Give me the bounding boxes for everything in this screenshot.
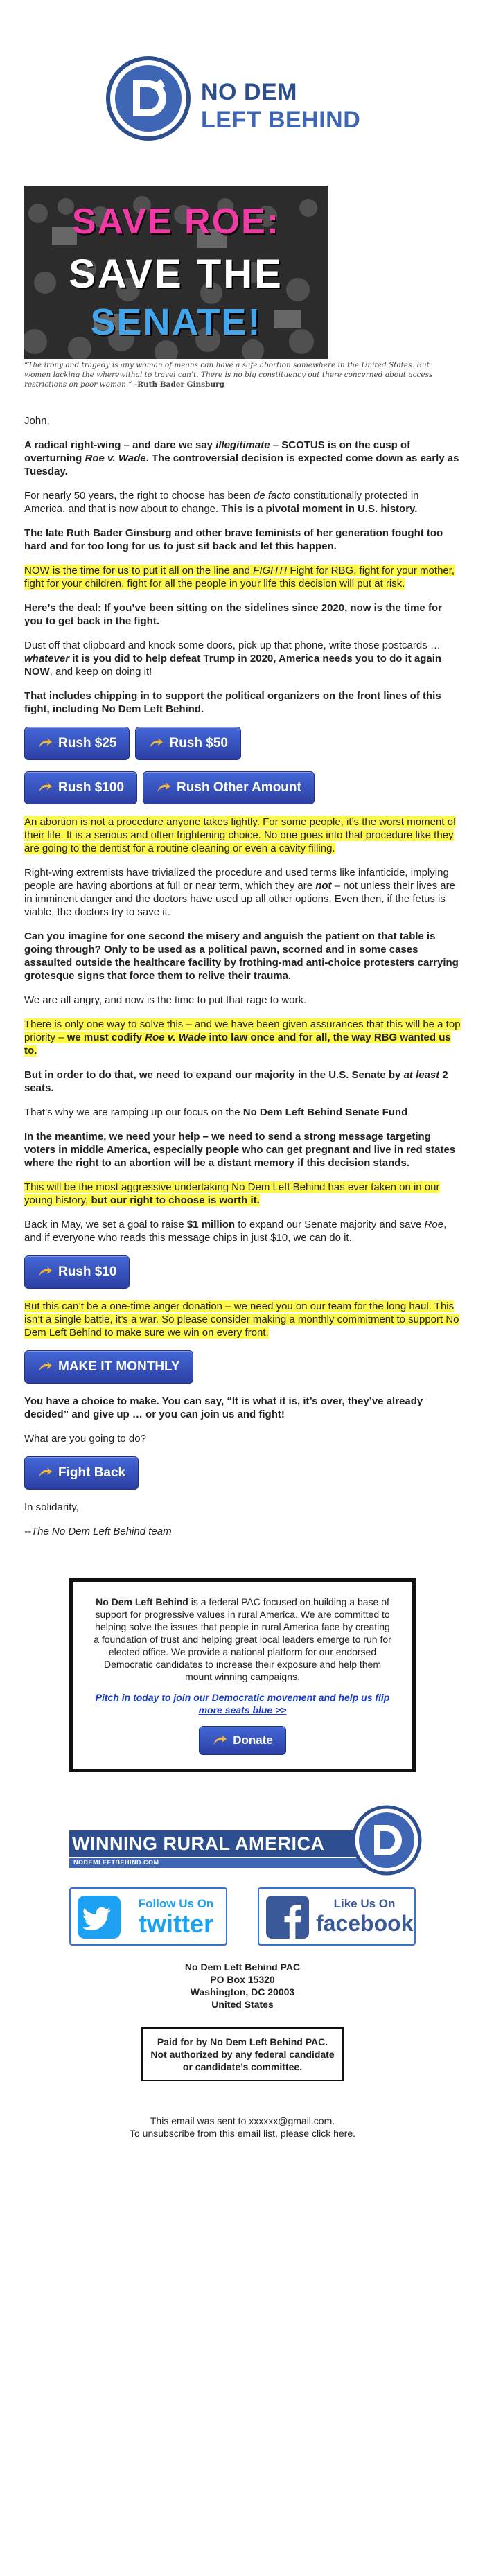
paid-line-1: Paid for by No Dem Left Behind PAC. bbox=[157, 2036, 328, 2047]
signature: --The No Dem Left Behind team bbox=[24, 1526, 172, 1537]
email-sent-notice bbox=[0, 2115, 485, 2140]
arrow-icon bbox=[37, 781, 53, 795]
paragraph-16: This will be the most aggressive undertaking No Dem Left Behind has ever taken on in our young history, but our right to choose is worth it. bbox=[24, 1181, 440, 1206]
paragraph-8: An abortion is not a procedure anyone takes lightly. For some people, it’s the worst moment of their life. It is a serious and often frightening choice. No one goes into that procedure like they are going to the dentist for a routine cleaning or even a cavity filling. bbox=[24, 816, 457, 854]
arrow-icon bbox=[156, 781, 171, 795]
donate-buttons-row-1 bbox=[24, 727, 461, 760]
twitter-name-label: twitter bbox=[139, 1909, 213, 1938]
paragraph-20: What are you going to do? bbox=[24, 1433, 146, 1445]
arrow-icon bbox=[37, 736, 53, 750]
about-box bbox=[69, 1578, 416, 1772]
hero-line-senate: SENATE! bbox=[90, 301, 262, 343]
paragraph-13: But in order to do that, we need to expand our majority in the U.S. Senate by at least 2 seats. bbox=[24, 1069, 448, 1094]
footer-city: Washington, DC 20003 bbox=[190, 1986, 295, 1997]
arrow-icon bbox=[148, 736, 164, 750]
facebook-icon bbox=[266, 1896, 309, 1939]
twitter-follow-label: Follow Us On bbox=[138, 1897, 214, 1910]
unsubscribe-link[interactable]: To unsubscribe from this email list, please click here. bbox=[129, 2128, 356, 2139]
paragraph-7: That includes chipping in to support the political organizers on the front lines of this fight, including No Dem Left Behind. bbox=[24, 690, 441, 715]
signoff: In solidarity, bbox=[24, 1501, 79, 1513]
arrow-icon bbox=[37, 1360, 53, 1374]
donate-buttons-row-3 bbox=[24, 1255, 461, 1289]
caption-author: -Ruth Bader Ginsburg bbox=[134, 380, 225, 389]
hero-line-save-roe: SAVE ROE: bbox=[71, 202, 281, 242]
paragraph-11: We are all angry, and now is the time to put that rage to work. bbox=[24, 994, 307, 1006]
paragraph-5: Here’s the deal: If you’ve been sitting on the sidelines since 2020, now is the time for you to get back in the fight. bbox=[24, 602, 442, 627]
logo-line2: LEFT BEHIND bbox=[201, 107, 361, 133]
logo-line1: NO DEM bbox=[201, 79, 297, 105]
rush-50-button[interactable]: Rush $50 bbox=[135, 727, 240, 760]
rush-25-button[interactable]: Rush $25 bbox=[24, 727, 130, 760]
about-text: No Dem Left Behind is a federal PAC focused on building a base of support for progressive values in rural America. We are committed to helping solve the issues that people in rural America face by creating a foundation of trust and helping great local leaders emerge to run for elected office. We provide a national platform for our endorsed Democratic candidates to increase their exposure and help them mount winning campaigns. bbox=[94, 1596, 391, 1682]
monthly-button-row bbox=[24, 1350, 461, 1384]
sent-to-line: This email was sent to xxxxxx@gmail.com. bbox=[150, 2115, 335, 2126]
paragraph-4: NOW is the time for us to put it all on the line and FIGHT! Fight for RBG, fight for your mother, fight for your children, fight for all the people in your life this decision will put at risk. bbox=[24, 565, 455, 590]
arrow-icon bbox=[212, 1733, 227, 1747]
paragraph-14: That’s why we are ramping up our focus on the No Dem Left Behind Senate Fund. bbox=[24, 1106, 411, 1118]
facebook-like-label: Like Us On bbox=[333, 1897, 396, 1910]
paid-for-disclaimer bbox=[141, 2027, 344, 2081]
banner-title: WINNING RURAL AMERICA bbox=[72, 1833, 325, 1854]
paragraph-1: A radical right-wing – and dare we say illegitimate – SCOTUS is on the cusp of overturning Roe v. Wade. The controversial decision is expected come down as early as Tuesday. bbox=[24, 439, 459, 477]
paragraph-15: In the meantime, we need your help – we need to send a strong message targeting voters in middle America, especially people who can get pregnant and live in red states where the right to an abortion will be a distant memory if this decision stands. bbox=[24, 1131, 456, 1169]
paragraph-2: For nearly 50 years, the right to choose has been de facto constitutionally protected in America, and that is now about to change. This is a pivotal moment in U.S. history. bbox=[24, 490, 419, 515]
pitch-in-link[interactable]: Pitch in today to join our Democratic movement and help us flip more seats blue >> bbox=[95, 1692, 390, 1715]
arrow-icon bbox=[37, 1466, 53, 1480]
footer-po: PO Box 15320 bbox=[210, 1974, 275, 1985]
twitter-icon bbox=[78, 1896, 121, 1939]
rush-other-amount-button[interactable]: Rush Other Amount bbox=[143, 771, 315, 804]
paragraph-12: There is only one way to solve this – and we have been given assurances that this will be a top priority – we must codify Roe v. Wade into law once and for all, the way RBG wanted us to. bbox=[24, 1018, 461, 1057]
paragraph-10: Can you imagine for one second the misery and anguish the patient on that table is going through? Only to be used as a political pawn, scorned and in some cases assaulted outside the healthcare facility by frothing-mad anti-choice protesters carrying grotesque signs that force them to relive their trauma. bbox=[24, 930, 459, 982]
paragraph-18: But this can’t be a one-time anger donation – we need you on our team for the long haul. This isn’t a single battle, it’s a war. So please consider making a monthly commitment to support No Dem Left Behind to make sure we win on every front. bbox=[24, 1300, 459, 1339]
arrow-icon bbox=[37, 1265, 53, 1279]
footer-address bbox=[0, 1961, 485, 2011]
caption-quote: “The irony and tragedy is any woman of means can have a safe abortion somewhere in the United States. But women lacking the wherewithal to travel can’t. There is no big constituency out there concerned about access restrictions on poor women.” bbox=[24, 361, 433, 389]
no-dem-logo-icon bbox=[105, 55, 191, 141]
banner-url: NODEMLEFTBEHIND.COM bbox=[73, 1859, 159, 1866]
paragraph-17: Back in May, we set a goal to raise $1 million to expand our Senate majority and save Roe, and if everyone who reads this message chips in just $10, we can do it. bbox=[24, 1219, 447, 1244]
paragraph-6: Dust off that clipboard and knock some doors, pick up that phone, write those postcards … whatever it is you did to help defeat Trump in 2020, America needs you to do it again NOW, and keep on doing it! bbox=[24, 639, 442, 678]
facebook-name-label: facebook bbox=[316, 1911, 414, 1936]
donate-buttons-row-2 bbox=[24, 771, 461, 804]
make-it-monthly-button[interactable]: MAKE IT MONTHLY bbox=[24, 1350, 193, 1384]
rush-10-button[interactable]: Rush $10 bbox=[24, 1255, 130, 1289]
fight-back-button-row bbox=[24, 1456, 461, 1490]
paragraph-3: The late Ruth Bader Ginsburg and other brave feminists of her generation fought too hard and for too long for us to just sit back and let this happen. bbox=[24, 527, 443, 552]
winning-rural-america-banner bbox=[0, 1804, 485, 1876]
twitter-follow-link[interactable] bbox=[69, 1887, 227, 1946]
footer-org: No Dem Left Behind PAC bbox=[184, 1961, 301, 1973]
paid-line-2: Not authorized by any federal candidate or candidate’s committee. bbox=[150, 2049, 335, 2072]
rush-100-button[interactable]: Rush $100 bbox=[24, 771, 137, 804]
greeting: John, bbox=[24, 415, 50, 427]
hero-caption bbox=[24, 360, 440, 389]
facebook-like-link[interactable] bbox=[258, 1887, 416, 1946]
fight-back-button[interactable]: Fight Back bbox=[24, 1456, 139, 1490]
hero-line-save-the: SAVE THE bbox=[69, 252, 283, 297]
donate-button[interactable]: Donate bbox=[199, 1726, 286, 1755]
paragraph-9: Right-wing extremists have trivialized the procedure and used terms like infanticide, implying people are having abortions at full or near term, which they are not – not unless their lives are in imminent danger and the doctors have used up all other options. Even then, if the fetus is viable, the doctors try to save it. bbox=[24, 867, 455, 918]
footer-country: United States bbox=[211, 1999, 274, 2010]
social-links bbox=[0, 1887, 485, 1946]
header-logo bbox=[0, 0, 485, 173]
hero-image bbox=[24, 186, 328, 359]
paragraph-19: You have a choice to make. You can say, “It is what it is, it’s over, they’ve already decided” and give up … or you can join us and fight! bbox=[24, 1395, 423, 1420]
